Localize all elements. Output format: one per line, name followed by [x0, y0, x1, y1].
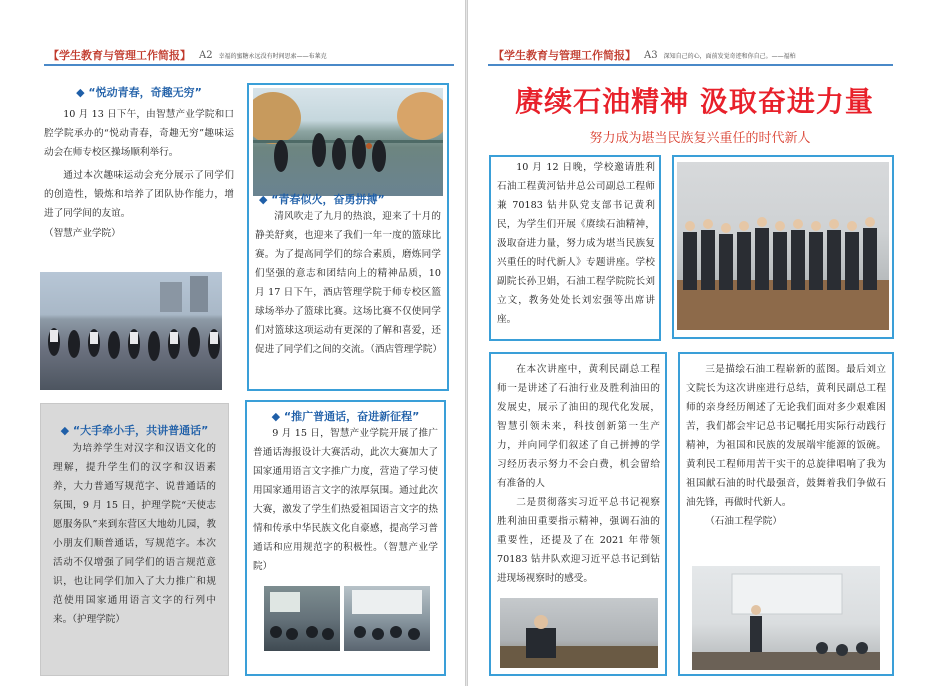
- article-body: [491, 157, 659, 329]
- basketball-photo: [253, 88, 443, 196]
- page-title: 赓续石油精神 汲取奋进力量: [515, 85, 874, 118]
- lecture-hall-photo: [692, 566, 880, 670]
- lecture-part-one-two: [489, 352, 667, 676]
- lecture-part-three: [678, 352, 894, 676]
- article-source: （石油工程学院）: [705, 516, 782, 527]
- photo-illustration: [677, 162, 889, 330]
- page-spine: [465, 0, 468, 686]
- article-source: （智慧产业学院）: [44, 228, 121, 239]
- article-body: [41, 438, 228, 629]
- article-paragraph: 10 月 13 日下午，由智慧产业学院和口腔学院承办的“悦动青春，奇趣无穷”趣味运动会在师专校区操场顺利举行。: [44, 109, 234, 158]
- article-title: ◆ “大手牵小手，共讲普通话”: [60, 424, 209, 437]
- article-paragraph: 清风吹走了九月的热浪，迎来了十月的静美舒爽，也迎来了我们一年一度的篮球比赛。为了提高同学们的综合素质，磨炼同学们坚强的意志和团结向上的精神品质，10 月 17 日下午，酒店管理学院于师专校区篮球场举办了篮球比赛。这场比赛不仅使同学们对篮球这项运动有更深的了解和喜爱，还促进了同学们之间的交流。（酒店管理学院）: [255, 211, 443, 355]
- photo-illustration: [253, 88, 443, 196]
- article-body: [247, 424, 444, 576]
- article-paragraph: 三是描绘石油工程崭新的蓝图。最后刘立文院长为这次讲座进行总结，黄利民副总工程师的亲身经历阐述了无论我们面对多少艰难困苦，我们都会牢记总书记嘱托用实际行动践行精神，为祖国和民族的发展端牢能源的饭碗。黄利民工程师用苦干实干的总旋律唱响了我为祖国献石油的时代最强音，鼓舞着我们争做石油先锋，再做时代新人。: [686, 364, 886, 508]
- article-mandarin-kindergarten: [40, 403, 229, 676]
- page-subtitle: 努力成为堪当民族复兴重任的时代新人: [589, 131, 811, 146]
- newsletter-title: 【学生教育与管理工作简报】: [48, 49, 191, 62]
- group-photo: [677, 162, 889, 330]
- header-rule: [488, 64, 893, 66]
- left-page: [0, 0, 465, 686]
- group-photo-frame: [672, 155, 894, 339]
- article-mandarin-poster: [245, 400, 446, 676]
- article-paragraph: 9 月 15 日，智慧产业学院开展了推广普通话海报设计大赛活动，此次大赛加大了国家通用语言文字推广力度，营造了学习使用国家通用语言文字的浓厚氛围。通过此次大赛，激发了学生们热爱祖国语言文字的热情和传承中华民族文化自豪感，提高学习普通话和应用规范字的积极性。（智慧产业学院）: [253, 428, 438, 572]
- article-fun-sports: [44, 84, 234, 243]
- speaker-photo: [500, 598, 658, 668]
- article-body: [255, 207, 441, 359]
- article-title: ◆ “青春似火，奋勇拼搏”: [259, 193, 385, 206]
- article-body: [491, 354, 665, 588]
- photo-illustration: [344, 586, 430, 651]
- header-motto: 深知自己的心，面前发觉奇迹和你自己。——福柏: [663, 52, 796, 60]
- photo-illustration: [264, 586, 340, 651]
- page-number: A3: [644, 49, 658, 61]
- photo-illustration: [40, 272, 222, 390]
- article-paragraph: 10 月 12 日晚，学校邀请胜利石油工程黄河钻井总公司副总工程师兼 70183 钻井队党支部书记黄利民，为学生们开展《赓续石油精神，汲取奋进力量，努力成为堪当民族复兴重任的时代新人》专题讲座。学校副院长孙卫娟，石油工程学院院长刘立文，教务处处长刘宏强等出席讲座。: [497, 162, 655, 325]
- article-body: [44, 105, 234, 243]
- article-paragraph: 通过本次趣味运动会充分展示了同学们的创造性，锻炼和培养了团队协作能力，增进了同学间的友谊。: [44, 170, 234, 219]
- left-page-header: [48, 46, 327, 64]
- article-paragraph: 二是贯彻落实习近平总书记视察胜利油田重要指示精神，强调石油的重要性，还提及了在 2021 年带领 70183 钻井队欢迎习近平总书记到钻进现场视察时的感受。: [497, 497, 660, 584]
- poster-contest-photo-2: [344, 586, 430, 651]
- header-rule: [44, 64, 454, 66]
- header-motto: 幸福的蜜糖永远没有时间思索——布莱克: [218, 52, 327, 60]
- lecture-intro: [489, 155, 661, 341]
- newsletter-title: 【学生教育与管理工作简报】: [493, 49, 636, 62]
- right-page-header: [493, 46, 796, 64]
- article-basketball: [247, 83, 449, 391]
- poster-contest-photo-1: [264, 586, 340, 651]
- article-title: ◆ “推广普通话，奋进新征程”: [271, 410, 420, 423]
- article-paragraph: 为培养学生对汉字和汉语文化的理解，提升学生们的汉字和汉语素养，大力普通写规范字、说普通话的氛围，9 月 15 日，护理学院“天使志愿服务队”来到东营区大地幼儿园，教小朋友们顺普通话，写规范字。本次活动不仅增强了同学们的语言规范意识，也让同学们加入了大力推广和规范使用国家通用语言文字的行列中来。（护理学院）: [53, 443, 216, 625]
- article-body: [680, 354, 892, 531]
- photo-illustration: [692, 566, 880, 670]
- article-title: ◆ “悦动青春，奇趣无穷”: [76, 86, 202, 99]
- article-paragraph: 在本次讲座中，黄利民副总工程师一是讲述了石油行业及胜利油田的发展史，展示了油田的现代化发展，智慧引领未来，科技创新第一生产力，并向同学们叙述了自己拼搏的学习经历表示努力不会白费，机会留给有准备的人: [497, 364, 660, 489]
- photo-illustration: [500, 598, 658, 668]
- page-number: A2: [199, 49, 213, 61]
- relay-race-photo: [40, 272, 222, 390]
